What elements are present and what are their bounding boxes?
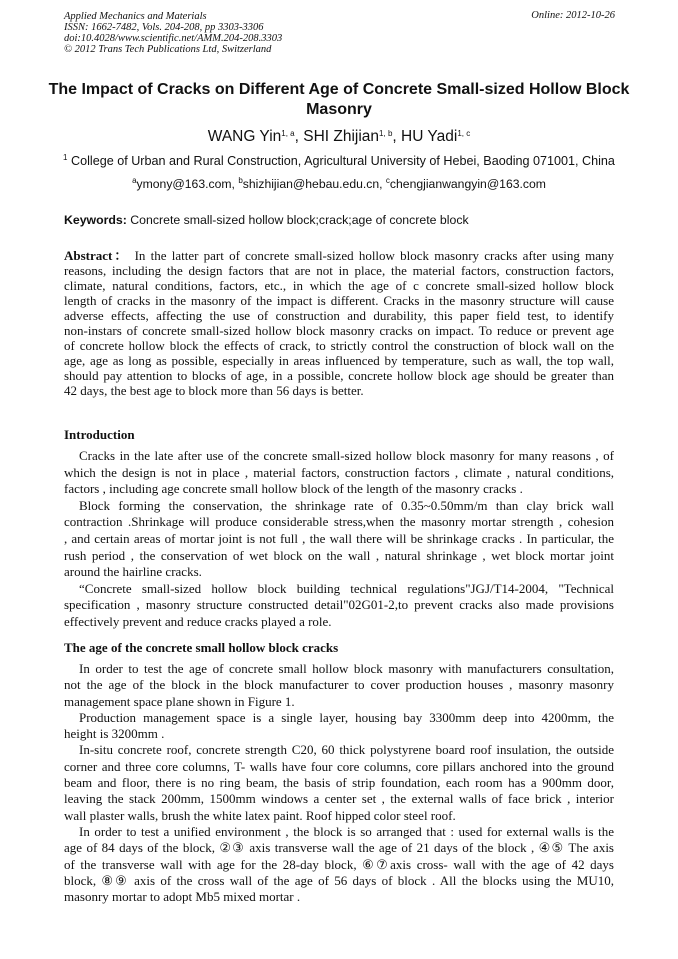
- text-line: Production management space is a single layer, housing bay 3300mm deep into 4200mm, the: [79, 709, 614, 725]
- text-line: [64, 248, 614, 263]
- text-line: reasons, including the design factors that are not in place, the material factors, construction factors,: [64, 263, 614, 278]
- text-line: In order to test a unified environment , the block is so arranged that : used for external walls is the: [79, 823, 614, 839]
- abstract-label: Abstract：: [64, 248, 130, 263]
- text-line: contraction .Shrinkage will produce considerable stress,when the masonry mortar strength , cohesion: [64, 514, 614, 530]
- text-line: height is 3200mm .: [64, 726, 165, 742]
- text-line: non-instars of concrete small-sized hollow block masonry cracks on impact. To reduce or prevent age: [64, 323, 614, 338]
- text-line: , and certain areas of mortar joint is not full , the wall there will be shrinkage cracks . In particular, the: [64, 530, 614, 546]
- issn: ISSN: 1662-7482, Vols. 204-208, pp 3303-3306: [64, 22, 264, 33]
- text-line: around the hairline cracks.: [64, 564, 202, 580]
- affiliation: [0, 154, 678, 168]
- text-line: Block forming the conservation, the shrinkage rate of 0.35~0.50mm/m than clay brick wall: [79, 497, 614, 513]
- section-heading: Introduction: [64, 427, 135, 442]
- doi: doi:10.4028/www.scientific.net/AMM.204-208.3303: [64, 33, 283, 44]
- text-line: adverse effects, affecting the use of construction and durability, this paper field test, to identify: [64, 308, 614, 323]
- text-line: factors , including age concrete small hollow block of the length of the masonry cracks .: [64, 481, 523, 497]
- text-line: rush period , the conservation of wet block on the wall , natural shrinkage , wet block mortar joint: [64, 547, 614, 563]
- author-name: SHI Zhijian: [303, 128, 380, 145]
- author-name: WANG Yin: [207, 128, 282, 145]
- keywords-text: Concrete small-sized hollow block;crack;age of concrete block: [130, 213, 469, 227]
- text-line: should pay attention to blocks of age, in a possible, concrete hollow block age should be greater than: [64, 368, 614, 383]
- emails: $^a$ymony@163.com, $^b$shizhijian@hebau.edu.cn, $^c$chengjianwangyin@163.com: [132, 176, 546, 191]
- affiliation-sup: 1: [63, 153, 68, 162]
- text-line: Cracks in the late after use of the concrete small-sized hollow block masonry for many reasons , of: [79, 448, 614, 463]
- abstract: [64, 248, 614, 398]
- copyright: © 2012 Trans Tech Publications Ltd, Switzerland: [64, 44, 272, 55]
- email: ymony@163.com: [136, 177, 232, 191]
- email: chengjianwangyin@163.com: [389, 177, 546, 191]
- text-line: age of 84 days of the block, ②③ axis transverse wall the age of 21 days of the block , ④⑤ The axis: [64, 840, 614, 856]
- text-line: block, ⑧⑨ axis of the cross wall of the age of 56 days of block . All the blocks using the MU10,: [64, 872, 614, 888]
- paper-title: The Impact of Cracks on Different Age of Concrete Small-sized Hollow Block Masonry: [48, 81, 630, 118]
- keywords: [64, 213, 469, 227]
- abstract-text: In the latter part of concrete small-sized hollow block masonry cracks after using many: [134, 248, 614, 263]
- email-sup: b: [238, 176, 243, 185]
- text-line: not the age of the block in the block manufacturer to cover production houses , masonry masonry: [64, 677, 614, 693]
- text-line: “Concrete small-sized hollow block building technical regulations"JGJ/T14-2004, "Technical: [79, 580, 614, 596]
- text-line: wall plaster walls, brush the white latex paint. Roof hipped color steel roof.: [64, 807, 456, 823]
- keywords-label: Keywords:: [64, 213, 127, 227]
- text-line: age, age as long as possible, especially in areas influenced by temperature, such as wall, the top wall,: [64, 353, 614, 368]
- email-sup: a: [132, 176, 137, 185]
- author-sup: 1, b: [379, 129, 393, 138]
- section-introduction: [64, 427, 614, 631]
- author-name: HU Yadi: [401, 128, 458, 145]
- text-line: 42 days, the best age to block more than 56 days is better.: [64, 383, 364, 398]
- text-line: In-situ concrete roof, concrete strength C20, 60 thick polystyrene board roof insulation, the outside: [79, 742, 614, 758]
- affiliation-text: College of Urban and Rural Construction, Agricultural University of Hebei, Baoding 071001, China: [71, 154, 615, 168]
- author-sup: 1, a: [281, 129, 295, 138]
- text-line: corner and three core columns, T- walls have four core columns, core pillars anchored into the ground: [64, 758, 614, 774]
- text-line: of concrete hollow block the effects of crack, to strictly control the construction of block wall on the: [64, 338, 614, 353]
- text-line: leaving the stack 200mm, 1500mm windows a center set , the external walls of face brick , interior: [64, 791, 614, 807]
- text-line: length of cracks in the masonry of the impact is different. Cracks in the masonry structure will cause: [64, 293, 614, 308]
- text-line: which the design is not in place , material factors, construction factors , climate , natural conditions,: [64, 464, 614, 480]
- text-line: of the transverse wall with age for the 28-day block, ⑥⑦axis cross- wall with the age of 42 days: [64, 856, 614, 872]
- author-sup: 1, c: [457, 129, 471, 138]
- text-line: management space plane shown in Figure 1.: [64, 693, 295, 709]
- journal-name: Applied Mechanics and Materials: [64, 11, 207, 22]
- text-line: In order to test the age of concrete small hollow block masonry with manufacturers consultation,: [79, 661, 614, 676]
- section-age-cracks: [64, 640, 614, 905]
- email-sup: c: [385, 176, 390, 185]
- email: shizhijian@hebau.edu.cn: [242, 177, 380, 191]
- journal-info: [64, 11, 282, 55]
- section-heading: The age of the concrete small hollow block cracks: [64, 640, 339, 655]
- text-line: effectively prevent and reduce cracks played a role.: [64, 613, 332, 629]
- text-line: climate, natural conditions, factors, etc., in which the age of c concrete small-sized hollow block: [64, 278, 614, 293]
- text-line: beam and floor, there is no ring beam, the basis of strip foundation, each room has a 900mm door,: [64, 775, 614, 791]
- text-line: masonry mortar to adopt Mb5 mixed mortar .: [64, 889, 301, 905]
- text-line: specification , masonry structure constructed detail"02G01-2,to prevent cracks also made provisions: [64, 597, 614, 613]
- online-date: Online: 2012-10-26: [531, 10, 615, 21]
- authors: WANG Yin$^{1, a}$, SHI Zhijian$^{1, b}$, HU Yadi$^{1, c}$: [207, 128, 471, 145]
